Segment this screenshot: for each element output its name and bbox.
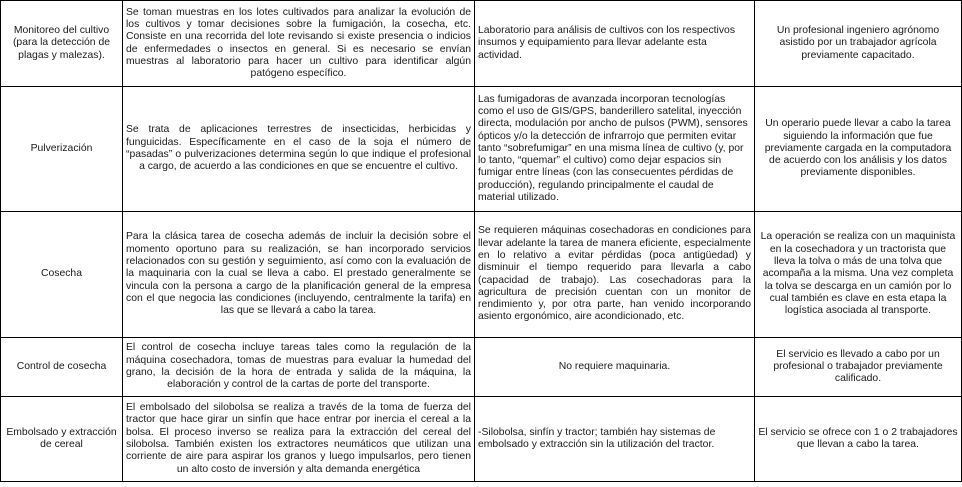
activity-name-cell: Embolsado y extracción de cereal xyxy=(1,397,123,482)
personnel-cell: Un profesional ingeniero agrónomo asistido por un trabajador agrícola previamente capacitado. xyxy=(755,1,962,87)
machinery-cell: Laboratorio para análisis de cultivos con los respectivos insumos y equipamiento para llevar adelante esta actividad. xyxy=(475,1,755,87)
table-row xyxy=(1,397,962,482)
description-cell: Se toman muestras en los lotes cultivados para analizar la evolución de los cultivos y tomar decisiones sobre la fumigación, la cosecha, etc. Consiste en una recorrida del lote revisando si existe presencia o indicios de enfermedades o insectos en general. Si es necesario se envían muestras al laboratorio para hacer un cultivo para identificar algún patógeno específico. xyxy=(123,1,475,87)
table-row xyxy=(1,338,962,397)
activity-name-cell: Pulverización xyxy=(1,87,123,212)
table-row xyxy=(1,212,962,338)
activity-name-cell: Cosecha xyxy=(1,212,123,338)
description-cell: El control de cosecha incluye tareas tales como la regulación de la máquina cosechadora, tomas de muestras para evaluar la humedad del grano, la decisión de la hora de entrada y salida de la máquina, la elaboración y control de la cartas de porte del transporte. xyxy=(123,338,475,397)
table-row xyxy=(1,1,962,87)
personnel-cell: La operación se realiza con un maquinista en la cosechadora y un tractorista que lleva la tolva o más de una tolva que acompaña a la misma. Una vez completa la tolva se descarga en un camión por lo cual también es clave en esta etapa la logística asociada al transporte. xyxy=(755,212,962,338)
activity-name-cell: Monitoreo del cultivo (para la detección de plagas y malezas). xyxy=(1,1,123,87)
description-cell: Para la clásica tarea de cosecha además de incluir la decisión sobre el momento oportuno para su realización, se han incorporado servicios relacionados con su gestión y seguimiento, así como con la evaluación de la maquinaria con la cual se lleva a cabo. El prestado generalmente se vincula con la persona a cargo de la planificación general de la empresa con el que negocia las condiciones (incluyendo, centralmente la tarifa) en las que se llevará a cabo la tarea. xyxy=(123,212,475,338)
machinery-cell: -Silobolsa, sinfín y tractor; también hay sistemas de embolsado y extracción sin la utilización del tractor. xyxy=(475,397,755,482)
personnel-cell: Un operario puede llevar a cabo la tarea siguiendo la información que fue previamente cargada en la computadora de acuerdo con los análisis y los datos previamente disponibles. xyxy=(755,87,962,212)
table-row xyxy=(1,87,962,212)
personnel-cell: El servicio es llevado a cabo por un profesional o trabajador previamente calificado. xyxy=(755,338,962,397)
activity-name-cell: Control de cosecha xyxy=(1,338,123,397)
machinery-cell: Se requieren máquinas cosechadoras en condiciones para llevar adelante la tarea de manera eficiente, especialmente en lo relativo a evitar pérdidas (poca antigüedad) y disminuir el tiempo requerido para llevarla a cabo (capacidad de trabajo). Las cosechadoras para la agricultura de precisión cuentan con un monitor de rendimiento y, por otra parte, han venido incorporando asiento ergonómico, aire acondicionado, etc. xyxy=(475,212,755,338)
description-cell: El embolsado del silobolsa se realiza a través de la toma de fuerza del tractor que hace girar un sinfín que hace entrar por inercia el cereal a la bolsa. El proceso inverso se realiza para la extracción del cereal del silobolsa. También existen los extractores neumáticos que utilizan una corriente de aire para aspirar los granos y luego impulsarlos, pero tienen un alto costo de inversión y alta demanda energética xyxy=(123,397,475,482)
machinery-cell: Las fumigadoras de avanzada incorporan tecnologías como el uso de GIS/GPS, banderillero satelital, inyección directa, modulación por ancho de pulsos (PWM), sensores ópticos y/o la detección de infrarrojo que permiten evitar tanto “sobrefumigar” en una misma línea de cultivo (y, por lo tanto, “quemar” el cultivo) como dejar espacios sin fumigar entre líneas (con las consecuentes pérdidas de producción), regulando principalmente el caudal de material utilizado. xyxy=(475,87,755,212)
personnel-cell: El servicio se ofrece con 1 o 2 trabajadores que llevan a cabo la tarea. xyxy=(755,397,962,482)
description-cell: Se trata de aplicaciones terrestres de insecticidas, herbicidas y funguicidas. Específicamente en el caso de la soja el número de “pasadas” o pulverizaciones determina según lo que indique el profesional a cargo, de acuerdo a las condiciones en que se encuentre el cultivo. xyxy=(123,87,475,212)
machinery-cell: No requiere maquinaria. xyxy=(475,338,755,397)
